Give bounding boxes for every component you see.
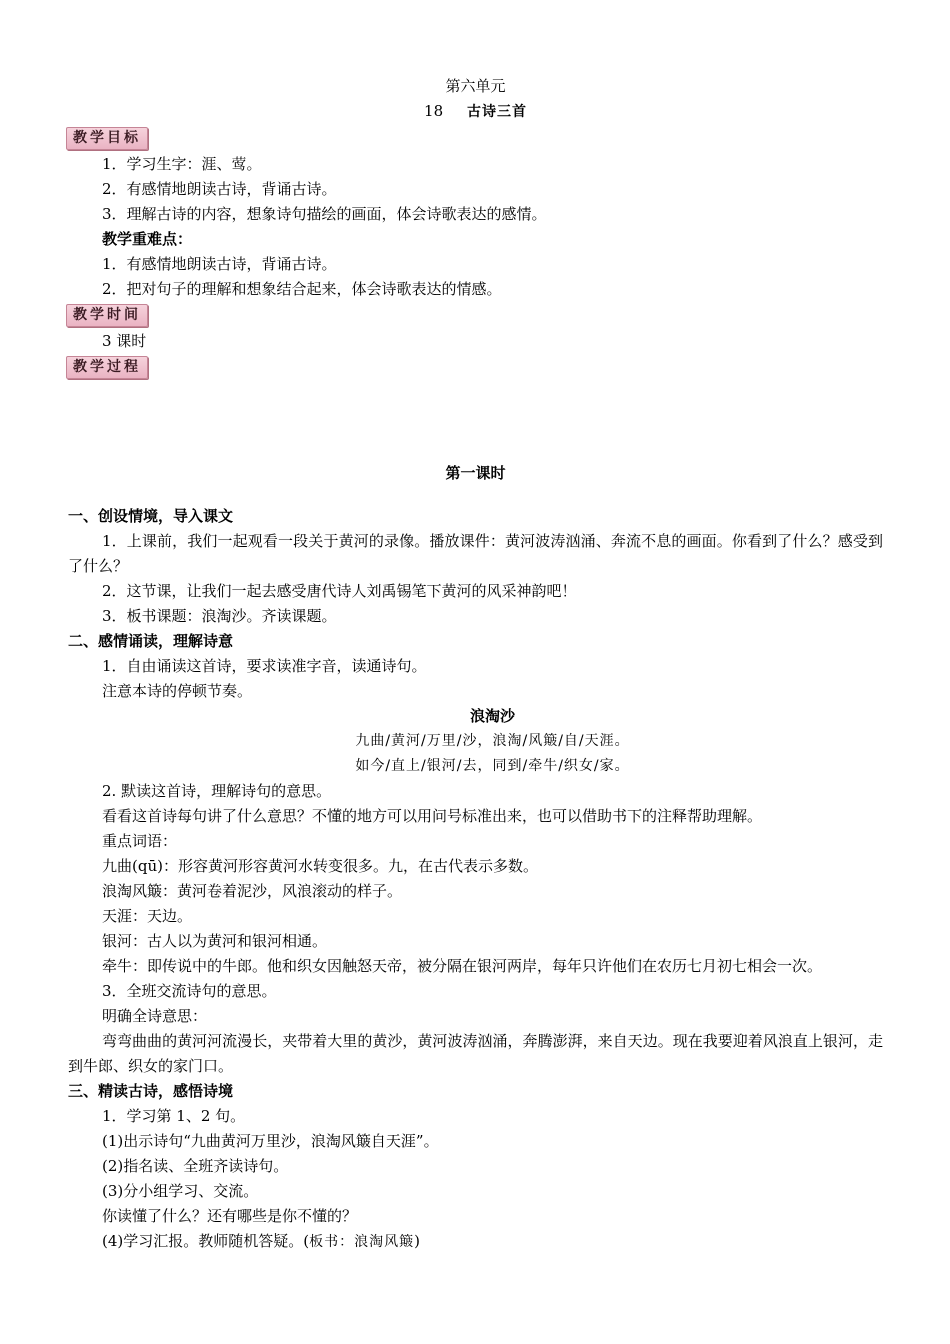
- paragraph: 明确全诗意思：: [102, 1007, 208, 1025]
- lesson-title: [68, 99, 883, 125]
- section-heading: 三、精读古诗，感悟诗境: [68, 1082, 234, 1100]
- key-point-item: 1．有感情地朗读古诗，背诵古诗。: [102, 255, 337, 273]
- paragraph: (1)出示诗句“九曲黄河万里沙，浪淘风簸自天涯”。: [102, 1132, 439, 1150]
- paragraph: 2. 默读这首诗，理解诗句的意思。: [102, 782, 332, 800]
- lesson-name: 古诗三首: [466, 104, 527, 120]
- paragraph: 看看这首诗每句讲了什么意思？不懂的地方可以用问号标准出来，也可以借助书下的注释帮助理解。: [102, 807, 763, 825]
- section-heading: 二、感情诵读，理解诗意: [68, 632, 234, 650]
- paragraph: 3．板书课题：浪淘沙。齐读课题。: [102, 607, 337, 625]
- key-points-heading: 教学重难点：: [102, 230, 193, 248]
- report-text: (4)学习汇报。教师随机答疑。(: [102, 1232, 310, 1250]
- paragraph: 你读懂了什么？还有哪些是你不懂的？: [102, 1207, 358, 1225]
- key-point-item: 2．把对句子的理解和想象结合起来，体会诗歌表达的情感。: [102, 280, 502, 298]
- vocab-item: 银河：古人以为黄河和银河相通。: [102, 932, 328, 950]
- paragraph: 1．自由诵读这首诗，要求读准字音，读通诗句。: [102, 657, 427, 675]
- paragraph: 1．上课前，我们一起观看一段关于黄河的录像。播放课件：黄河波涛汹涌、奔流不息的画面。你看到了什么？感受到了什么？: [68, 532, 883, 575]
- vocab-item: 天涯：天边。: [102, 907, 193, 925]
- poem-title: 浪淘沙: [469, 707, 515, 725]
- process-badge: 教学过程: [66, 356, 148, 379]
- paragraph: 1．学习第 1、2 句。: [102, 1107, 246, 1125]
- poem-line: 九曲/黄河/万里/沙，浪淘/风簸/自/天涯。: [355, 733, 630, 749]
- vocab-item: 牵牛：即传说中的牛郎。他和织女因触怒天帝，被分隔在银河两岸，每年只许他们在农历七月初七相会一次。: [102, 957, 823, 975]
- paragraph: 2．这节课，让我们一起去感受唐代诗人刘禹锡笔下黄河的风采神韵吧！: [102, 582, 577, 600]
- report-text-end: ): [414, 1232, 420, 1250]
- unit-title: 第六单元: [445, 77, 506, 95]
- paragraph: [68, 1229, 883, 1255]
- vocab-heading: 重点词语：: [102, 832, 178, 850]
- section-heading: 一、创设情境，导入课文: [68, 507, 234, 525]
- paragraph: 弯弯曲曲的黄河河流漫长，夹带着大里的黄沙，黄河波涛汹涌，奔腾澎湃，来自天边。现在我要迎着风浪直上银河，走到牛郎、织女的家门口。: [68, 1032, 883, 1075]
- paragraph: 3．全班交流诗句的意思。: [102, 982, 277, 1000]
- goal-item: 3．理解古诗的内容，想象诗句描绘的画面，体会诗歌表达的感情。: [102, 205, 547, 223]
- paragraph: (2)指名读、全班齐读诗句。: [102, 1157, 289, 1175]
- vocab-item: 九曲(qū)：形容黄河形容黄河水转变很多。九，在古代表示多数。: [102, 857, 538, 875]
- board-note: 板书：浪淘风簸: [309, 1234, 415, 1250]
- goal-item: 2．有感情地朗读古诗，背诵古诗。: [102, 180, 337, 198]
- paragraph: 注意本诗的停顿节奏。: [102, 682, 253, 700]
- goal-item: 1．学习生字：涯、莺。: [102, 155, 262, 173]
- time-badge: 教学时间: [66, 304, 148, 327]
- period-title: 第一课时: [445, 464, 506, 482]
- lesson-number: 18: [424, 102, 444, 120]
- time-value: 3 课时: [102, 332, 147, 350]
- poem-line: 如今/直上/银河/去，同到/牵牛/织女/家。: [355, 758, 630, 774]
- goals-badge: 教学目标: [66, 127, 148, 150]
- vocab-item: 浪淘风簸：黄河卷着泥沙，风浪滚动的样子。: [102, 882, 403, 900]
- paragraph: (3)分小组学习、交流。: [102, 1182, 259, 1200]
- lesson-plan-page: [68, 74, 883, 1255]
